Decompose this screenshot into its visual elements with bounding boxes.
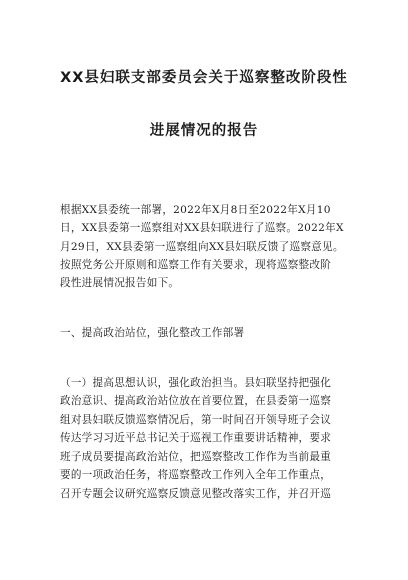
body-paragraph-line: 召开专题会议研究巡察反馈意见整改落实工作，并召开巡 xyxy=(60,488,332,500)
intro-paragraph-line: 根据XX县委统一部署，2022年X月8日至2022年X月10 xyxy=(60,204,331,216)
body-paragraph-line: 要的一项政治任务，将巡察整改工作列入全年工作重点， xyxy=(60,469,332,481)
intro-paragraph-line: 按照党务公开原则和巡察工作有关要求，现将巡察整改阶 xyxy=(60,259,332,271)
body-paragraph-line: 组对县妇联反馈巡察情况后，第一时间召开领导班子会议 xyxy=(60,414,332,426)
intro-paragraph-line: 日，XX县委第一巡察组对XX县妇联进行了巡察。2022年X xyxy=(60,222,344,234)
section-heading: 一、提高政治站位，强化整改工作部署 xyxy=(60,327,245,339)
document-title-line-1: XX县妇联支部委员会关于巡察整改阶段性 xyxy=(60,70,348,86)
body-paragraph-line: 班子成员要提高政治站位，把巡察整改工作作为当前最重 xyxy=(60,451,332,463)
body-paragraph-line: （一）提高思想认识，强化政治担当。县妇联坚持把强化 xyxy=(60,377,332,389)
intro-paragraph-line: 段性进展情况报告如下。 xyxy=(60,277,180,289)
intro-paragraph-line: 月29日，XX县委第一巡察组向XX县妇联反馈了巡察意见。 xyxy=(60,241,344,253)
body-paragraph-line: 政治意识、提高政治站位放在首要位置，在县委第一巡察 xyxy=(60,395,332,407)
document-title-line-2: 进展情况的报告 xyxy=(149,123,259,139)
body-paragraph-line: 传达学习习近平总书记关于巡视工作重要讲话精神，要求 xyxy=(60,432,332,444)
